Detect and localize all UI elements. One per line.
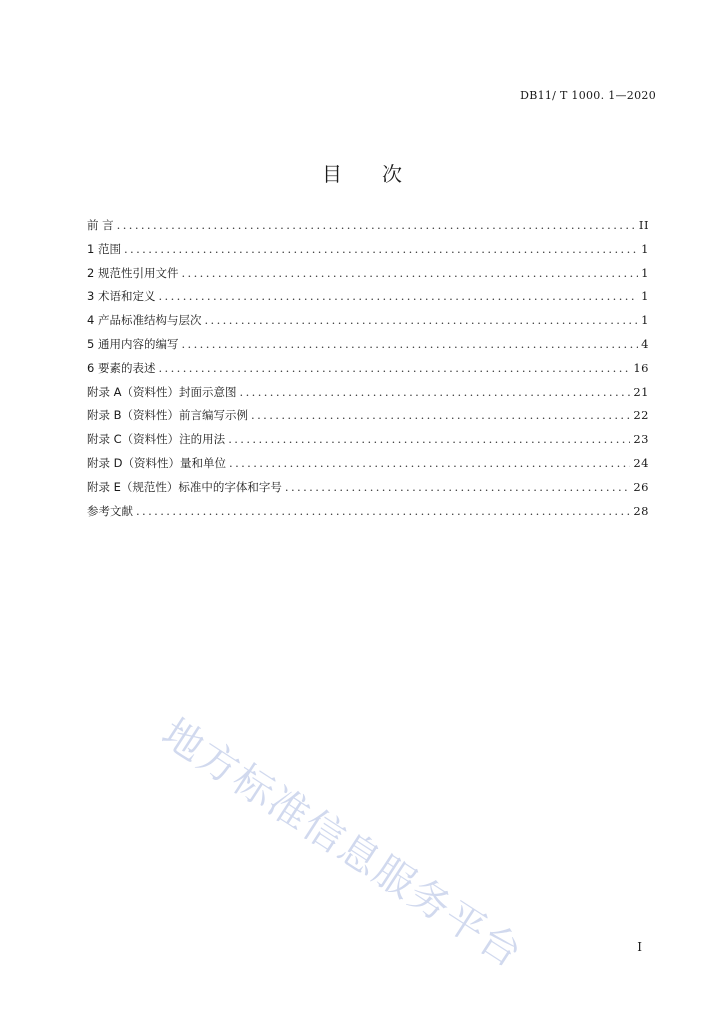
toc-entry-page: 1: [641, 265, 649, 280]
toc-entry[interactable]: [87, 265, 649, 289]
toc-entry-label: 附录 A（资料性）封面示意图: [87, 384, 237, 399]
toc-entry-page: 28: [633, 503, 649, 518]
toc-entry-page: 21: [633, 384, 649, 399]
toc-entry[interactable]: [87, 217, 649, 241]
toc-entry-page: 1: [641, 241, 649, 256]
toc-entry-label: 附录 E（规范性）标准中的字体和字号: [87, 479, 282, 494]
toc-entry-label: 5 通用内容的编写: [87, 336, 179, 351]
toc-entry-label: 2 规范性引用文件: [87, 265, 179, 280]
toc-entry-label: 附录 B（资料性）前言编写示例: [87, 408, 249, 423]
toc-entry-page: II: [638, 218, 649, 232]
toc-leader-dots: [181, 266, 638, 280]
watermark: 地方标准信息服务平台: [153, 710, 531, 978]
toc-leader-dots: [229, 456, 630, 470]
document-code: DB11/ T 1000. 1—2020: [520, 89, 656, 102]
toc-entry-page: 22: [633, 408, 649, 423]
toc-entry[interactable]: [87, 455, 649, 479]
toc-entry[interactable]: [87, 360, 649, 384]
toc-leader-dots: [228, 432, 630, 446]
toc-entry[interactable]: [87, 241, 649, 265]
toc-leader-dots: [158, 361, 630, 375]
toc-title: 目次: [322, 162, 442, 186]
toc-entry[interactable]: [87, 336, 649, 360]
toc-entry[interactable]: [87, 288, 649, 312]
toc-entry[interactable]: [87, 479, 649, 503]
toc-entry-label: 6 要素的表述: [87, 360, 156, 375]
page-number: I: [637, 940, 642, 954]
toc-entry-page: 1: [641, 289, 649, 304]
toc-leader-dots: [240, 385, 631, 399]
toc-leader-dots: [285, 480, 630, 494]
toc-leader-dots: [117, 218, 636, 232]
toc-entry-label: 前 言: [87, 218, 114, 232]
toc-entry-page: 24: [633, 455, 649, 470]
table-of-contents: [87, 217, 649, 526]
toc-entry[interactable]: [87, 312, 649, 336]
toc-entry-label: 参考文献: [87, 503, 133, 518]
toc-entry-label: 1 范围: [87, 241, 121, 256]
toc-leader-dots: [158, 289, 638, 303]
toc-leader-dots: [204, 313, 638, 327]
toc-entry[interactable]: [87, 407, 649, 431]
toc-entry-page: 26: [633, 479, 649, 494]
toc-leader-dots: [181, 337, 638, 351]
toc-entry[interactable]: [87, 431, 649, 455]
toc-entry-page: 16: [633, 360, 649, 375]
toc-leader-dots: [251, 408, 630, 422]
toc-entry-label: 附录 C（资料性）注的用法: [87, 432, 226, 447]
toc-entry-page: 1: [641, 313, 649, 328]
toc-entry-label: 附录 D（资料性）量和单位: [87, 455, 227, 470]
toc-entry-label: 4 产品标准结构与层次: [87, 313, 202, 328]
toc-entry-label: 3 术语和定义: [87, 289, 156, 304]
toc-leader-dots: [124, 242, 638, 256]
toc-entry-page: 23: [633, 432, 649, 447]
toc-leader-dots: [136, 504, 630, 518]
toc-entry-page: 4: [641, 336, 649, 351]
toc-entry[interactable]: [87, 503, 649, 527]
toc-entry[interactable]: [87, 384, 649, 408]
